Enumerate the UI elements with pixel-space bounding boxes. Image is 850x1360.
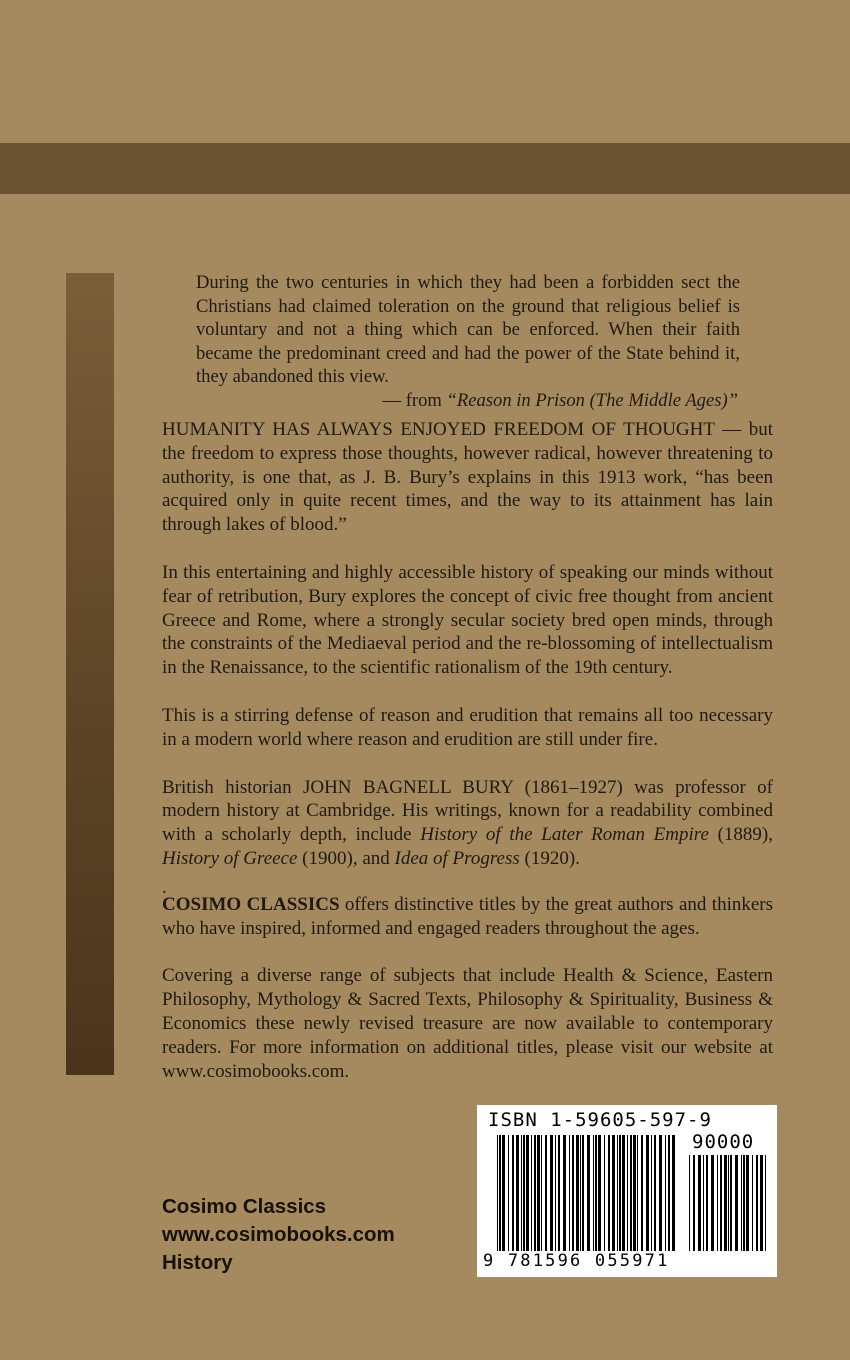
barcode-bar — [531, 1135, 532, 1251]
barcode-bar — [633, 1135, 636, 1251]
barcode-bar — [508, 1135, 509, 1251]
top-decorative-band — [0, 143, 850, 194]
barcode-bar — [523, 1135, 525, 1251]
price-addon-label: 90000 — [692, 1131, 755, 1153]
barcode-bar — [672, 1135, 675, 1251]
barcode-bar — [654, 1135, 656, 1251]
barcode-bar — [516, 1135, 519, 1251]
publisher-footer — [162, 1193, 395, 1277]
barcode-bar — [637, 1135, 638, 1251]
barcode-bar — [741, 1155, 742, 1251]
barcode-bar — [569, 1135, 570, 1251]
barcode-bar — [593, 1135, 594, 1251]
barcode-bar — [728, 1155, 729, 1251]
epigraph-quote — [196, 271, 740, 412]
barcode-bar — [627, 1135, 628, 1251]
barcode-bar — [698, 1155, 701, 1251]
barcode-bar — [756, 1155, 758, 1251]
barcode-bar — [706, 1155, 708, 1251]
barcode-bar — [587, 1135, 590, 1251]
barcode-bar — [703, 1155, 704, 1251]
paragraph-author-bio: British historian JOHN BAGNELL BURY (1861–1927) was professor of modern history at Cambridge. His writings, known for a readability combined with a scholarly depth, include History of the Later Roman Empire (1889), History of Greece (1900), and Idea of Progress (1920). — [162, 776, 774, 869]
barcode-bar — [735, 1155, 738, 1251]
barcode-bar — [512, 1135, 514, 1251]
barcode-bar — [760, 1155, 763, 1251]
barcode-bar — [582, 1135, 584, 1251]
publisher-brand: COSIMO CLASSICS — [162, 893, 340, 915]
back-cover-description — [162, 418, 773, 1107]
barcode-bar — [499, 1135, 501, 1251]
separator-dot: . — [162, 876, 167, 898]
barcode-bar — [608, 1135, 610, 1251]
barcode-bar — [558, 1135, 560, 1251]
barcode-bar — [617, 1135, 618, 1251]
barcode-bar — [665, 1135, 666, 1251]
barcode-bar — [580, 1135, 581, 1251]
publisher-website: www.cosimobooks.com — [162, 1223, 395, 1246]
quote-attribution: — from “Reason in Prison (The Middle Ages)” — [382, 389, 738, 411]
barcode-bar — [730, 1155, 732, 1251]
paragraph-defense: This is a stirring defense of reason and erudition that remains all too necessary in a modern world where reason and erudition are still under fire. — [162, 704, 773, 750]
barcode-bar — [720, 1155, 722, 1251]
barcode-bar — [550, 1135, 553, 1251]
barcode-bar — [545, 1135, 547, 1251]
barcode-bar — [604, 1135, 605, 1251]
barcode-bar — [526, 1135, 529, 1251]
barcode-bar — [612, 1135, 615, 1251]
isbn-label: ISBN 1-59605-597-9 — [488, 1109, 712, 1131]
quote-text: During the two centuries in which they had been a forbidden sect the Christians had claimed toleration on the ground that religious belief is voluntary and not a thing which can be enforced. When their faith became the predominant creed and had the power of the State behind it, they abandoned this view. — [196, 272, 740, 387]
quote-source-title: “Reason in Prison (The Middle Ages)” — [446, 389, 738, 411]
barcode-bar — [746, 1155, 749, 1251]
barcode-bar — [724, 1155, 727, 1251]
barcode-bar — [534, 1135, 536, 1251]
barcode-bar — [630, 1135, 632, 1251]
barcode-bar — [521, 1135, 522, 1251]
barcode-bar — [752, 1155, 753, 1251]
barcode-bar — [563, 1135, 566, 1251]
barcode-bar — [646, 1135, 649, 1251]
barcode-bar — [572, 1135, 574, 1251]
paragraph-intro: HUMANITY HAS ALWAYS ENJOYED FREEDOM OF THOUGHT — but the freedom to express those thoughts, however radical, however threatening to authority, is one that, as J. B. Bury’s explains in this 1913 work, “has been acquired only in quite recent times, and the way to its attainment has lain through lakes of blood.” — [162, 419, 773, 536]
barcode-bar — [711, 1155, 714, 1251]
barcode-bar — [595, 1135, 597, 1251]
barcode-bar — [576, 1135, 579, 1251]
barcode-bar — [598, 1135, 601, 1251]
barcode-bar — [555, 1135, 556, 1251]
barcode-bar — [743, 1155, 745, 1251]
paragraph-publisher: COSIMO CLASSICS offers distinctive titles by the great authors and thinkers who have inspired, informed and engaged readers throughout the ages. — [162, 893, 773, 939]
side-decorative-bar — [66, 273, 114, 1075]
barcode-bar — [537, 1135, 540, 1251]
paragraph-subjects: Covering a diverse range of subjects that include Health & Science, Eastern Philosophy, Mythology & Sacred Texts, Philosophy & Spirituality, Business & Economics these newly revised treasure are now available to contemporary readers. For more information on additional titles, please visit our website at www.cosimobooks.com. — [162, 965, 773, 1082]
isbn-barcode — [477, 1105, 777, 1277]
book-category: History — [162, 1251, 233, 1274]
barcode-bar — [668, 1135, 670, 1251]
barcode-bar — [689, 1155, 690, 1251]
barcode-bar — [693, 1155, 695, 1251]
barcode-bar — [502, 1135, 505, 1251]
barcode-bar — [622, 1135, 625, 1251]
ean-digits: 9 781596 055971 — [483, 1251, 670, 1271]
paragraph-summary: In this entertaining and highly accessible history of speaking our minds without fear of retribution, Bury explores the concept of civic free thought from ancient Greece and Rome, where a strongly secular society bred open minds, through the constraints of the Mediaeval period and the re-blossoming of intellectualism in the Renaissance, to the scientific rationalism of the 19th century. — [162, 561, 773, 679]
barcode-bar — [541, 1135, 542, 1251]
barcode-bar — [659, 1135, 662, 1251]
barcode-bar — [497, 1135, 498, 1251]
barcode-bar — [651, 1135, 652, 1251]
barcode-bar — [765, 1155, 766, 1251]
barcode-bar — [641, 1135, 643, 1251]
barcode-bar — [619, 1135, 621, 1251]
barcode-bar — [717, 1155, 718, 1251]
publisher-name: Cosimo Classics — [162, 1195, 327, 1218]
